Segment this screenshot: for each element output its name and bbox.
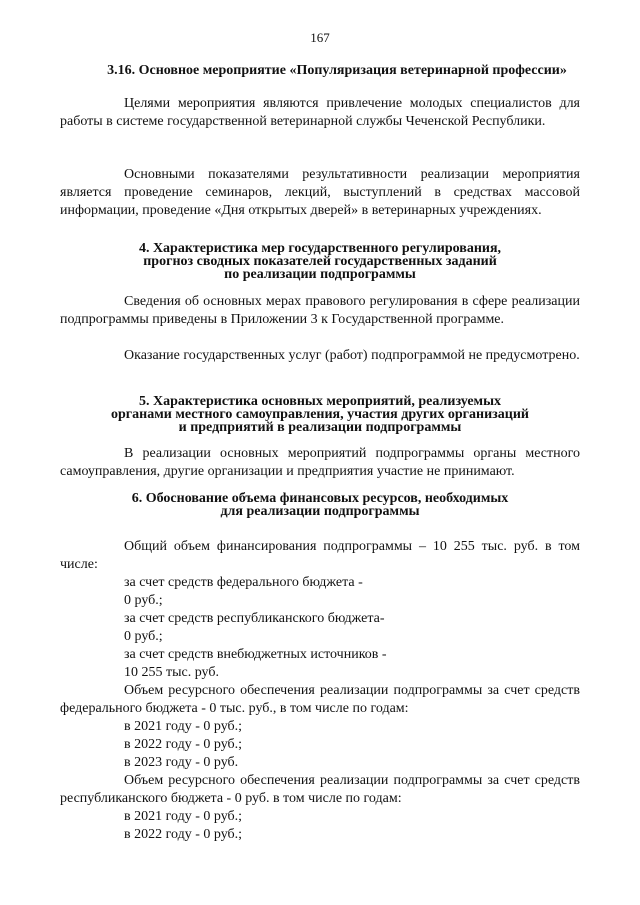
section-5-title-line: и предприятий в реализации подпрограммы xyxy=(178,420,462,435)
section-6-total: Общий объем финансирования подпрограммы – 10 255 тыс. руб. в том числе: xyxy=(60,539,580,572)
funding-line: 10 255 тыс. руб. xyxy=(124,665,219,680)
section-5-paragraph-1: В реализации основных мероприятий подпрограммы органы местного самоуправления, другие организации и предприятия участие не принимают. xyxy=(60,446,580,479)
section-4-title xyxy=(60,242,580,281)
funding-line: 0 руб.; xyxy=(124,629,163,644)
section-5-title-line: 5. Характеристика основных мероприятий, реализуемых xyxy=(138,394,502,409)
federal-year-line: в 2022 году - 0 руб.; xyxy=(124,737,243,752)
section-4-title-line: 4. Характеристика мер государственного регулирования, xyxy=(138,241,502,256)
funding-line: за счет средств внебюджетных источников - xyxy=(124,647,387,662)
section-5-title xyxy=(60,395,580,434)
federal-budget-paragraph: Объем ресурсного обеспечения реализации подпрограммы за счет средств федерального бюджета - 0 тыс. руб., в том числе по годам: xyxy=(60,683,580,716)
section-4-paragraph-1: Сведения об основных мерах правового регулирования в сфере реализации подпрограммы приведены в Приложении 3 к Государственной программе. xyxy=(60,294,580,327)
federal-year-line: в 2023 году - 0 руб. xyxy=(124,755,239,770)
section-4-paragraph-2: Оказание государственных услуг (работ) подпрограммой не предусмотрено. xyxy=(124,348,580,363)
section-6-title-line: для реализации подпрограммы xyxy=(220,504,420,519)
federal-year-line: в 2021 году - 0 руб.; xyxy=(124,719,243,734)
heading-3-16: 3.16. Основное мероприятие «Популяризация ветеринарной профессии» xyxy=(107,63,567,78)
section-6-title xyxy=(60,492,580,518)
section-4-title-line: прогноз сводных показателей государственных заданий xyxy=(143,254,497,269)
section-5-title-line: органами местного самоуправления, участия других организаций xyxy=(111,407,529,422)
funding-line: за счет средств республиканского бюджета- xyxy=(124,611,385,626)
republic-budget-paragraph: Объем ресурсного обеспечения реализации подпрограммы за счет средств республиканского бюджета - 0 руб. в том числе по годам: xyxy=(60,773,580,806)
funding-line: за счет средств федерального бюджета - xyxy=(124,575,363,590)
paragraph-indicators: Основными показателями результативности реализации мероприятия является проведение семинаров, лекций, выступлений в средствах массовой информации, проведение «Дня открытых дверей» в ветеринарных учреждениях. xyxy=(60,167,580,218)
paragraph-goals: Целями мероприятия являются привлечение молодых специалистов для работы в системе государственной ветеринарной службы Чеченской Республики. xyxy=(60,96,580,129)
page-number: 167 xyxy=(310,30,330,45)
section-4-title-line: по реализации подпрограммы xyxy=(224,267,416,282)
funding-line: 0 руб.; xyxy=(124,593,163,608)
republic-year-line: в 2021 году - 0 руб.; xyxy=(124,809,243,824)
republic-year-line: в 2022 году - 0 руб.; xyxy=(124,827,243,842)
section-6-title-line: 6. Обоснование объема финансовых ресурсов, необходимых xyxy=(131,491,509,506)
